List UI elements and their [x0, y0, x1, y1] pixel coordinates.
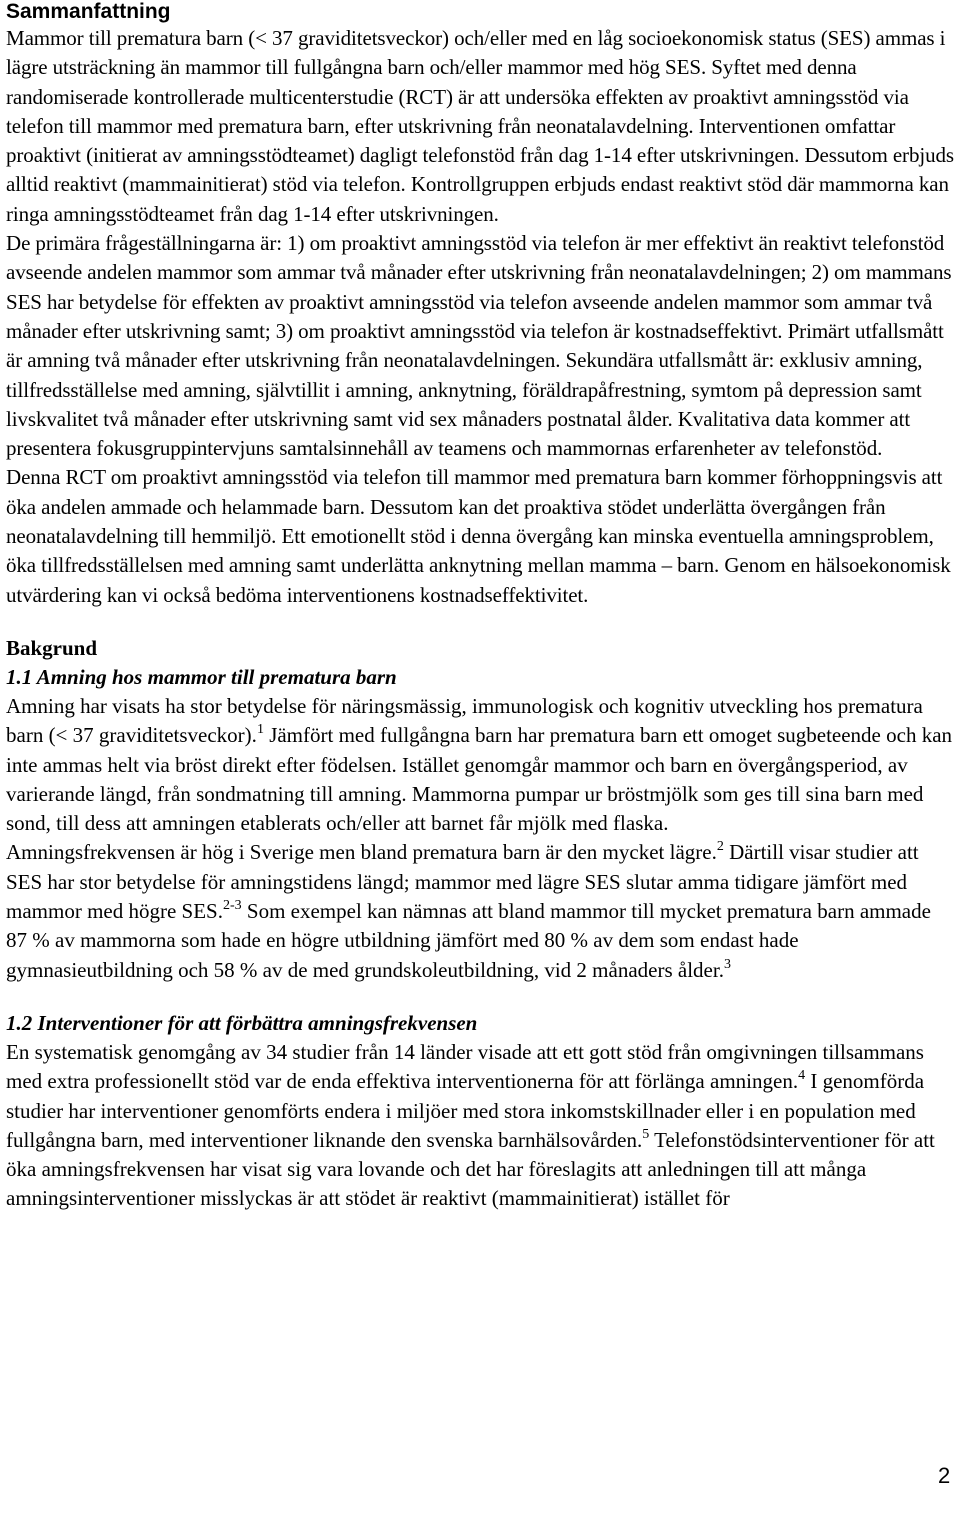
reference-superscript: 4 [798, 1068, 806, 1084]
background-heading: Bakgrund [6, 635, 98, 660]
subsection-1-1-paragraph-2 [6, 838, 956, 984]
text-run: I genomförda studier har interventioner genomförts endera i miljöer med stora inkomstskillnader eller i en population med fullgångna barn, med interventioner liknande den svenska barnhälsovården. [6, 1069, 925, 1152]
summary-paragraph-2: De primära frågeställningarna är: 1) om proaktivt amningsstöd via telefon är mer effektivt än reaktivt telefonstöd avseende andelen mammor som ammar två månader efter utskrivning från neonatalavdelningen; 2) om mammans SES har betydelse för effekten av proaktivt amningsstöd via telefon avseende andelen mammor som ammar två månader efter utskrivning samt; 3) om proaktivt amningsstöd via telefon är kostnadseffektivt. Primärt utfallsmått är amning två månader efter utskrivning från neonatalavdelningen. Sekundära utfallsmått är: exklusiv amning, tillfredsställelse med amning, självtillit i amning, anknytning, föräldrapåfrestning, symtom på depression samt livskvalitet två månader efter utskrivning samt vid sex månaders postnatal ålder. Kvalitativa data kommer att presentera fokusgruppintervjuns samtalsinnehåll av teamens och mammornas erfarenheter av telefonstöd. [6, 231, 952, 461]
page-number: 2 [938, 1463, 951, 1488]
subsection-1-2-heading: 1.2 Interventioner för att förbättra amningsfrekvensen [6, 1010, 478, 1035]
text-run: Telefonstödsinterventioner för att öka amningsfrekvensen har visat sig vara lovande och det har föreslagits att anledningen till att många amningsinterventioner misslyckas är att stödet är reaktivt (mammainitierat) istället för [6, 1127, 935, 1211]
document-page [6, 0, 956, 1214]
reference-superscript: 2-3 [222, 898, 242, 914]
reference-superscript: 2 [716, 839, 724, 855]
summary-paragraph-3: Denna RCT om proaktivt amningsstöd via telefon till mammor med prematura barn kommer förhoppningsvis att öka andelen ammade och helammade barn. Dessutom kan det proaktiva stödet underlätta övergången från neonatalavdelning till hemmiljö. Ett emotionellt stöd i denna övergång kan minska eventuella amningsproblem, öka tillfredsställelsen med amning samt underlätta anknytning mellan mamma – barn. Genom en hälsoekonomisk utvärdering kan vi också bedöma interventionens kostnadseffektivitet. [6, 465, 951, 607]
summary-paragraph-1: Mammor till prematura barn (< 37 graviditetsveckor) och/eller med en låg socioekonomisk status (SES) ammas i lägre utsträckning än mammor till fullgångna barn och/eller mammor med hög SES. Syftet med denna randomiserade kontrollerade multicenterstudie (RCT) är att undersöka effekten av proaktivt amningsstöd via telefon till mammor med prematura barn, efter utskrivning från neonatalavdelning. Interventionen omfattar proaktivt (initierat av amningsstödteamet) dagligt telefonstöd från dag 1-14 efter utskrivningen. Dessutom erbjuds alltid reaktivt (mammainitierat) stöd via telefon. Kontrollgruppen erbjuds endast reaktivt stöd där mammorna kan ringa amningsstödteamet från dag 1-14 efter utskrivningen. [6, 26, 954, 226]
reference-superscript: 1 [256, 722, 264, 738]
subsection-1-1-heading: 1.1 Amning hos mammor till prematura barn [6, 664, 397, 689]
subsection-1-2-paragraph [6, 1038, 956, 1214]
section-spacer [6, 610, 956, 634]
reference-superscript: 5 [642, 1126, 650, 1142]
text-run: Som exempel kan nämnas att bland mammor till mycket prematura barn ammade 87 % av mammorna som hade en högre utbildning jämfört med 80 % av dem som endast hade gymnasieutbildning och 58 % av de med grundskoleutbildning, vid 2 månaders ålder. [6, 899, 931, 982]
text-run: Jämfört med fullgångna barn har prematura barn ett omoget sugbeteende och kan inte ammas helt via bröst direkt efter födelsen. Istället genomgår mammor och barn en övergångsperiod, av varierande längd, från sondmatning till amning. Mammorna pumpar ur bröstmjölk som ges till sina barn med sond, till dess att amningen etablerats och/eller att barnet får mjölk med flaska. [6, 723, 953, 836]
text-run: Amning har visats ha stor betydelse för näringsmässig, immunologisk och kognitiv utveckling hos prematura barn (< 37 graviditetsveckor). [6, 693, 923, 748]
summary-heading: Sammanfattning [6, 0, 171, 23]
section-spacer [6, 985, 956, 1009]
reference-superscript: 3 [723, 956, 731, 972]
text-run: Därtill visar studier att SES har stor betydelse för amningstidens längd; mammor med lägre SES slutar amma tidigare jämfört med mammor med högre SES. [6, 840, 919, 924]
text-run: En systematisk genomgång av 34 studier från 14 länder visade att ett gott stöd från omgivningen tillsammans med extra professionellt stöd var de enda effektiva interventionerna för att förlänga amningen. [6, 1039, 924, 1094]
subsection-1-1-paragraph-1 [6, 692, 956, 838]
text-run: Amningsfrekvensen är hög i Sverige men bland prematura barn är den mycket lägre. [6, 840, 717, 865]
